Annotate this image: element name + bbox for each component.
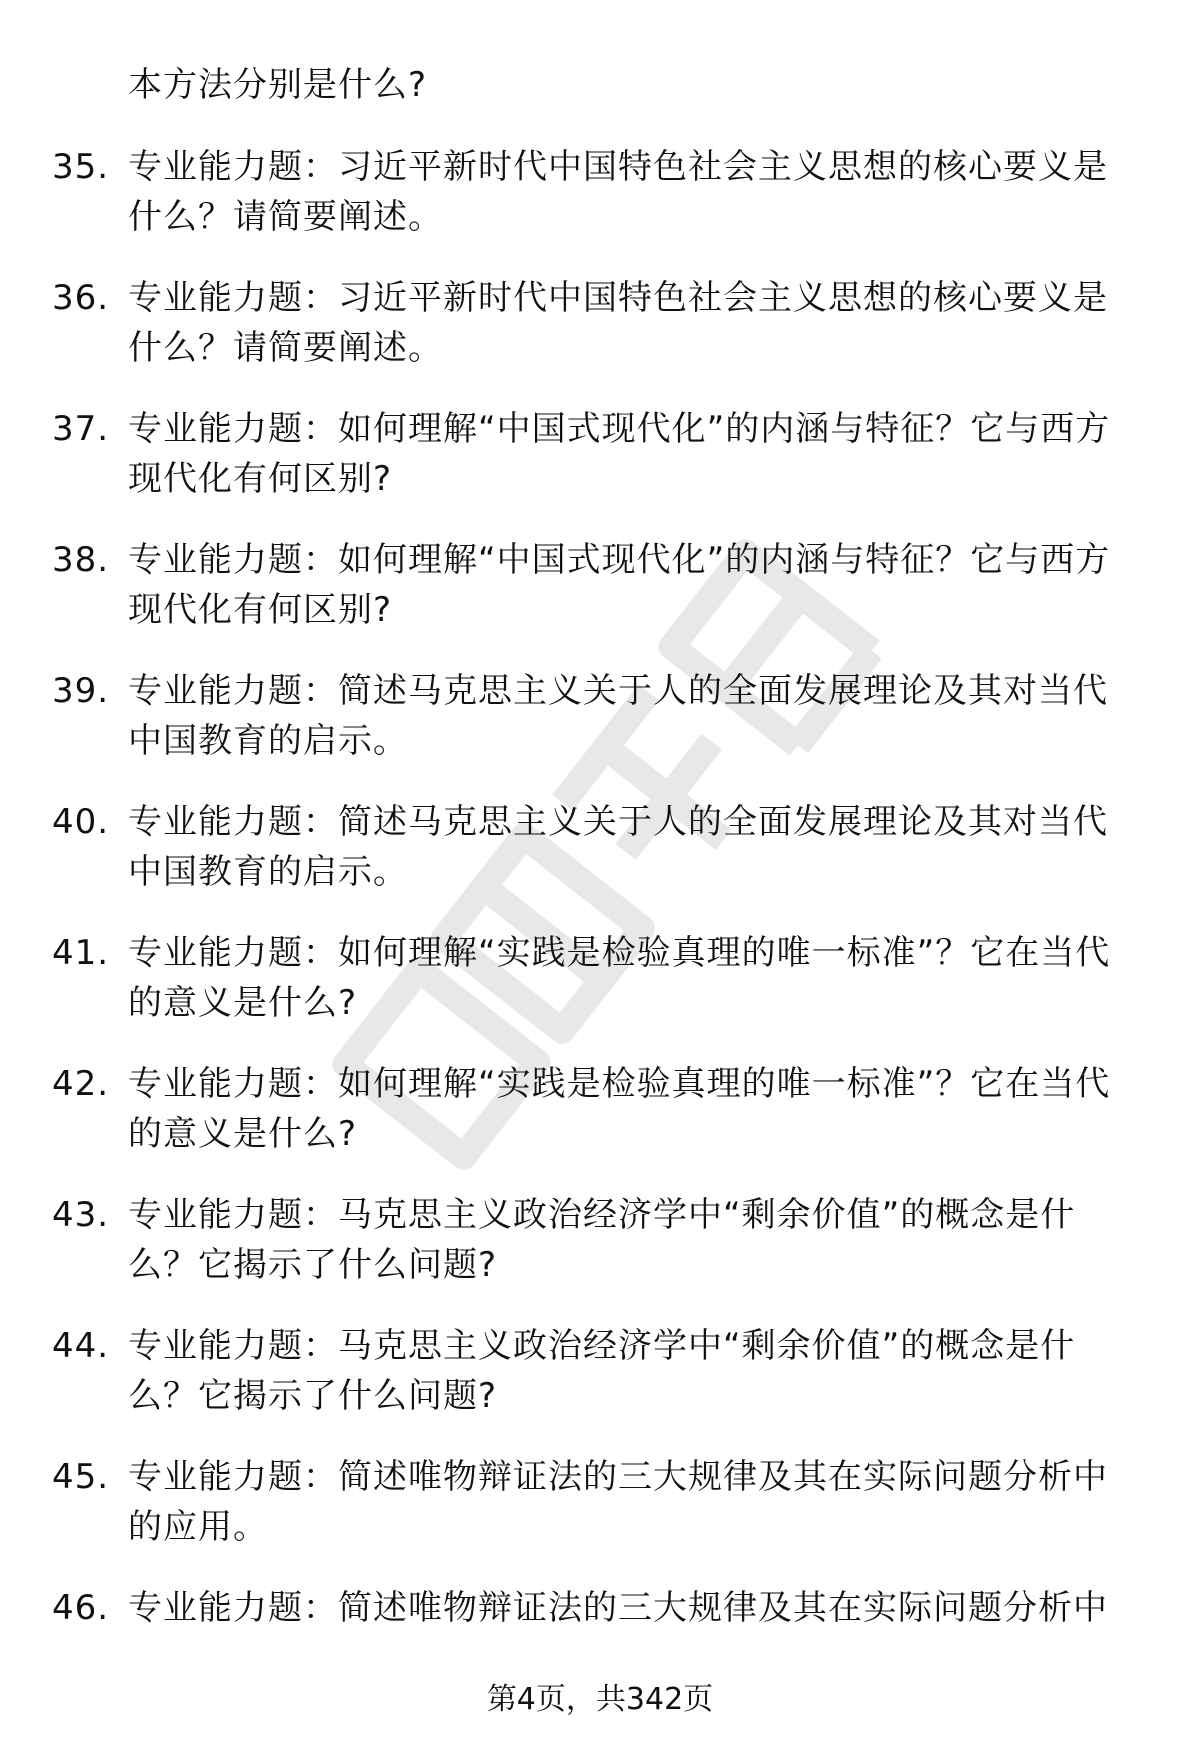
question-item [0, 1190, 1200, 1321]
question-list [0, 142, 1200, 1714]
question-item [0, 928, 1200, 1059]
question-number: 35. [52, 147, 110, 187]
question-number: 36. [52, 278, 110, 318]
question-item [0, 666, 1200, 797]
question-item [0, 1452, 1200, 1583]
question-text: 专业能力题：如何理解“实践是检验真理的唯一标准”？它在当代的意义是什么? [128, 1064, 1111, 1154]
question-number: 43. [52, 1195, 110, 1235]
question-number: 37. [52, 409, 110, 449]
question-text: 专业能力题：习近平新时代中国特色社会主义思想的核心要义是什么？请简要阐述。 [128, 278, 1108, 368]
question-text: 专业能力题：马克思主义政治经济学中“剩余价值”的概念是什么？它揭示了什么问题? [128, 1195, 1076, 1285]
question-item [0, 1059, 1200, 1190]
question-text: 专业能力题：习近平新时代中国特色社会主义思想的核心要义是什么？请简要阐述。 [128, 147, 1108, 237]
question-item [0, 273, 1200, 404]
question-text: 专业能力题：马克思主义政治经济学中“剩余价值”的概念是什么？它揭示了什么问题? [128, 1326, 1076, 1416]
question-text: 专业能力题：简述唯物辩证法的三大规律及其在实际问题分析中 [128, 1588, 1108, 1628]
question-number: 38. [52, 540, 110, 580]
question-item [0, 142, 1200, 273]
question-number: 41. [52, 933, 110, 973]
question-text: 专业能力题：简述马克思主义关于人的全面发展理论及其对当代中国教育的启示。 [128, 671, 1108, 761]
question-item [0, 1321, 1200, 1452]
question-text: 专业能力题：如何理解“中国式现代化”的内涵与特征？它与西方现代化有何区别? [128, 540, 1111, 630]
page-footer: 第4页，共342页 [486, 1682, 714, 1717]
continuation-text: 本方法分别是什么? [128, 65, 428, 105]
question-text: 专业能力题：如何理解“中国式现代化”的内涵与特征？它与西方现代化有何区别? [128, 409, 1111, 499]
question-number: 40. [52, 802, 110, 842]
question-number: 44. [52, 1326, 110, 1366]
question-item [0, 404, 1200, 535]
question-number: 46. [52, 1588, 110, 1628]
question-text: 专业能力题：简述马克思主义关于人的全面发展理论及其对当代中国教育的启示。 [128, 802, 1108, 892]
question-text: 专业能力题：如何理解“实践是检验真理的唯一标准”？它在当代的意义是什么? [128, 933, 1111, 1023]
question-item [0, 535, 1200, 666]
question-number: 42. [52, 1064, 110, 1104]
question-item [0, 797, 1200, 928]
question-number: 39. [52, 671, 110, 711]
question-text: 专业能力题：简述唯物辩证法的三大规律及其在实际问题分析中的应用。 [128, 1457, 1108, 1547]
question-number: 45. [52, 1457, 110, 1497]
